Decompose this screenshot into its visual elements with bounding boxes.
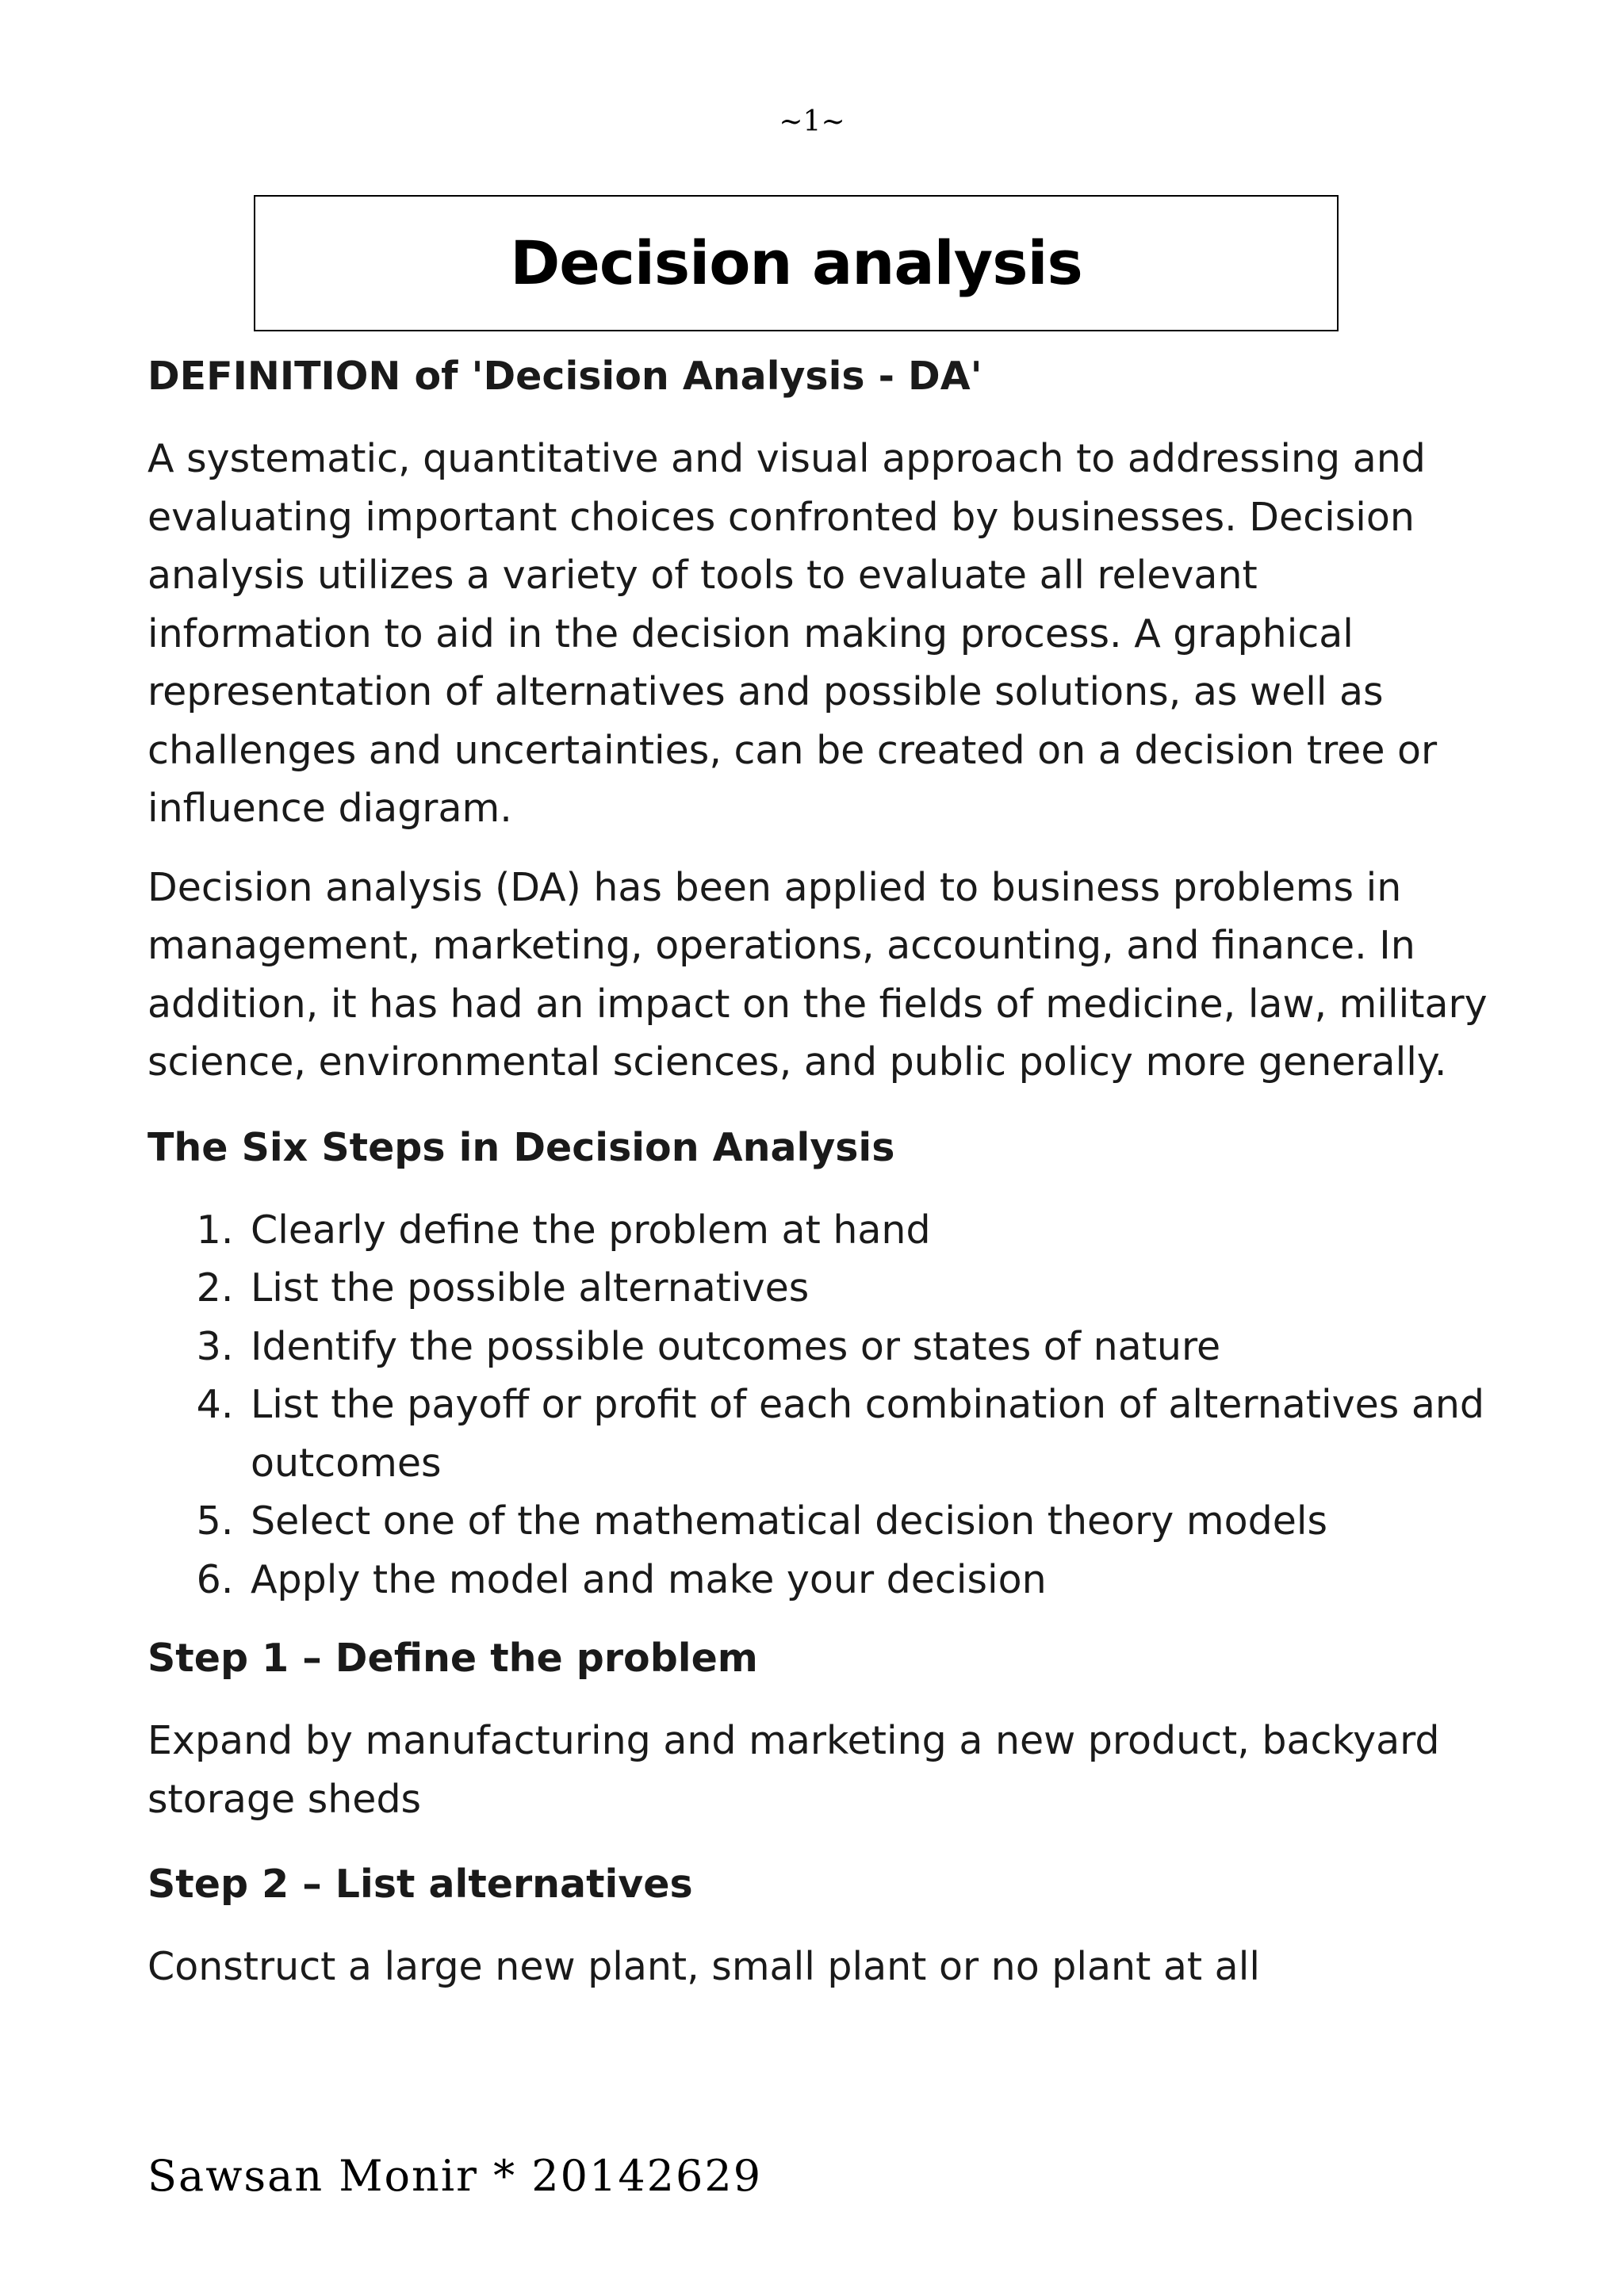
six-steps-heading: The Six Steps in Decision Analysis <box>147 1124 895 1170</box>
step1-heading: Step 1 – Define the problem <box>147 1636 758 1681</box>
step1-text: Expand by manufacturing and marketing a new product, backyard storage sheds <box>147 1718 1440 1822</box>
page-title: Decision analysis <box>510 228 1082 298</box>
application-paragraph: Decision analysis (DA) has been applied to business problems in management, marketing, operations, accounting, and finance. In addition, it has had an impact on the fields of medicine, law, military science, environmental sciences, and public policy more generally. <box>147 864 1488 1085</box>
step-item-6: 6. Apply the model and make your decision <box>246 1551 1488 1609</box>
step-item-2: 2. List the possible alternatives <box>246 1259 1488 1318</box>
footer-author: Sawsan Monir * 20142629 <box>147 2151 763 2201</box>
step-item-1: 1. Clearly define the problem at hand <box>246 1201 1488 1260</box>
step-item-5: 5. Select one of the mathematical decision theory models <box>246 1492 1488 1551</box>
step-item-3: 3. Identify the possible outcomes or states of nature <box>246 1318 1488 1376</box>
title-box <box>254 195 1339 331</box>
page-number: ~1~ <box>779 105 845 138</box>
step-item-4: 4. List the payoff or profit of each combination of alternatives and outcomes <box>246 1376 1488 1492</box>
definition-paragraph: A systematic, quantitative and visual approach to addressing and evaluating important choices confronted by businesses. Decision analysis utilizes a variety of tools to evaluate all relevant information to aid in the decision making process. A graphical representation of alternatives and possible solutions, as well as challenges and uncertainties, can be created on a decision tree or influence diagram. <box>147 436 1438 831</box>
document-body <box>147 341 1488 2017</box>
definition-heading: DEFINITION of 'Decision Analysis - DA' <box>147 354 982 399</box>
step2-heading: Step 2 – List alternatives <box>147 1862 693 1907</box>
step2-text: Construct a large new plant, small plant or no plant at all <box>147 1944 1260 1989</box>
six-steps-list <box>147 1201 1488 1609</box>
